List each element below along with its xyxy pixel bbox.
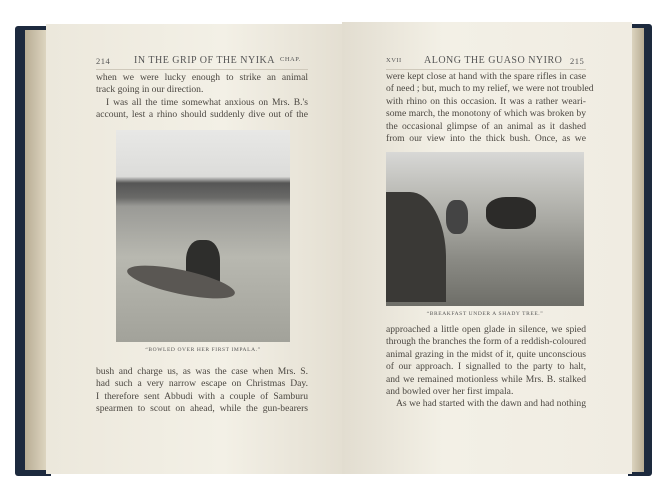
page-number: 215 [570, 56, 585, 66]
text-line: and bowled over her first impala. [386, 385, 514, 397]
photo-caption: “BREAKFAST UNDER A SHADY TREE.” [426, 311, 544, 317]
text-line: when we were lucky enough to strike an animal [96, 72, 308, 83]
text-line: of our approach. I signalled to the party to halt, [386, 361, 586, 373]
photo-impala [116, 130, 290, 342]
text-line: account, lest a rhino should suddenly dive out of the [96, 109, 308, 121]
running-head: IN THE GRIP OF THE NYIKA [134, 55, 275, 66]
text-block-bottom [386, 324, 586, 411]
text-line: animal grazing in the midst of it, quite unconscious [386, 348, 586, 360]
left-page [46, 24, 342, 474]
chapter-label: XVII [386, 57, 402, 64]
text-line: were kept close at hand with the spare rifles in case [386, 71, 586, 82]
text-line: with rhino on this occasion. It was a rather weari- [386, 95, 586, 107]
text-line: the occasional glimpse of an animal as it dashed [386, 120, 586, 132]
text-line: through the branches the form of a reddish-coloured [386, 336, 587, 348]
right-page [342, 22, 632, 474]
text-block-top [96, 72, 308, 122]
text-line: of need ; but, much to my relief, we were not troubled [386, 83, 594, 95]
text-line: track going in our direction. [96, 84, 204, 96]
text-line: I was all the time somewhat anxious on Mrs. B.'s [106, 96, 308, 108]
running-head: ALONG THE GUASO NYIRO [424, 55, 563, 66]
text-line: I therefore sent Abbudi with a couple of Samburu [96, 390, 308, 402]
photo-breakfast [386, 152, 584, 306]
page-number: 214 [96, 56, 111, 66]
text-line: and we remained motionless while Mrs. B. stalked [386, 373, 586, 385]
text-line: from our view into the thick bush. Once, as we [386, 132, 586, 144]
chapter-label: CHAP. [280, 56, 301, 63]
text-line: bush and charge us, as was the case when Mrs. S. [96, 366, 308, 377]
text-block-top [386, 71, 594, 145]
header-rule [96, 69, 308, 70]
text-line: some march, the monotony of which was broken by [386, 108, 586, 120]
text-block-bottom [96, 366, 308, 416]
photo-caption: “BOWLED OVER HER FIRST IMPALA.” [145, 347, 261, 353]
header-rule [386, 69, 586, 70]
page-edges-right [630, 28, 644, 472]
text-line: approached a little open glade in silence, we spied [386, 324, 586, 335]
text-line: As we had started with the dawn and had nothing [396, 398, 586, 410]
text-line: had such a very narrow escape on Christmas Day. [96, 378, 308, 390]
text-line: spearmen to scout on ahead, while the gun-bearers [96, 403, 308, 415]
